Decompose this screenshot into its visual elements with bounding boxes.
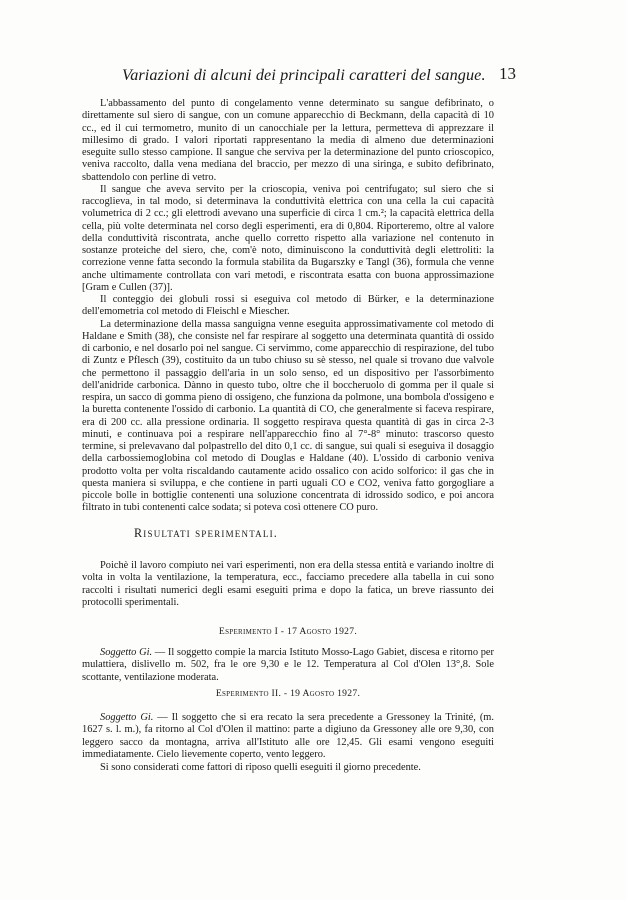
experiment-2-note: Si sono considerati come fattori di riposo quelli eseguiti il giorno precedente. (100, 761, 421, 773)
subject-label: Soggetto Gi. (100, 647, 153, 658)
methods-text (82, 98, 494, 515)
paragraph-conductivity: Il sangue che aveva servito per la crioscopia, veniva poi centrifugato; sul siero che si raccoglieva, in tal modo, si determinava la conduttività elettrica con una cella la cui capacità volumetrica di 2 cc.; gli elettrodi avevano una superficie di circa 1 cm.²; la capacità elettrica della cella, più volte determinata nel corso degli esperimenti, era di 0,804. Riporteremo, oltre al valore della conduttività riscontrata, anche quello corretto rispetto alla variazione nel contenuto in sostanze proteiche del siero, che, com'è noto, diminuiscono la conduttività degli elettroliti: la correzione venne fatta secondo la formula stabilita da Bugarszky e Tangl (36), formula che venne anche ultimamente controllata con vari metodi, e riscontrata esatta con buona approssimazione [Gram e Cullen (37)]. (82, 183, 494, 293)
experiment-2-paragraph (82, 712, 494, 762)
subject-label: Soggetto Gi. (100, 712, 154, 723)
intro-paragraph: Poichè il lavoro compiuto nei vari esperimenti, non era della stessa entità e variando inoltre di volta in volta la ventilazione, la temperatura, ecc., facciamo precedere alla tabella in cui sono raccolti i risultati numerici degli esami eseguiti prima e dopo la fatica, un breve riassunto dei protocolli sperimentali. (82, 560, 494, 609)
experiment-1-paragraph (82, 647, 494, 684)
experiment-2-text (82, 712, 494, 774)
page-header (108, 66, 518, 88)
experiment-1-text (82, 647, 494, 684)
running-title: Variazioni di alcuni dei principali caratteri del sangue. (122, 66, 486, 84)
results-intro (82, 560, 494, 610)
experiment-2-heading: Esperimento II. - 19 Agosto 1927. (215, 688, 361, 699)
experiment-2-body: — Il soggetto che si era recato la sera precedente a Gressoney la Trinité, (m. 1627 s. l. m.), fa ritorno al Col d'Olen il mattino: parte a digiuno da Gressoney alle ore 9,30, con leggero sacco da montagna, arriva all'Istituto alle ore 12,45. Gli esami vengono eseguiti immediatamente. Cielo lievemente coperto, vento leggero. (82, 712, 494, 761)
paragraph-red-cells: Il conteggio dei globuli rossi si eseguiva col metodo di Bürker, e la determinazione dell'emometria col metodo di Fleischl e Miescher. (82, 294, 494, 318)
page-number: 13 (499, 64, 516, 83)
paragraph-blood-mass: La determinazione della massa sanguigna venne eseguita approssimativamente col metodo di Haldane e Smith (38), che consiste nel far respirare al soggetto una determinata quantità di ossido di carbonio, e nel dosarlo poi nel sangue. Ci servimmo, come apparecchio di respirazione, del tubo di Zuntz e Pflesch (39), costituito da un tubo chiuso su sè stesso, nel quale si trovano due valvole che permettono il passaggio dell'aria in un solo senso, ed un dispositivo per l'assorbimento dell'anidride carbonica. Dànno in questo tubo, oltre che il boccheruolo di gomma per il quale si respira, un sacco di gomma pieno di ossigeno, che funziona da polmone, una bombola d'ossigeno e la buretta contenente l'ossido di carbonio. La quantità di CO, che generalmente si faceva respirare, era di 200 cc. alla pressione ordinaria. Il soggetto respirava questa quantità di gas in circa 2-3 minuti, e continuava poi a respirare nell'apparecchio fino al 7°-8° minuto: trascorso questo termine, si prelevavano dal polpastrello del dito 0,1 cc. di sangue, sui quali si eseguiva il dosaggio della carbossiemoglobina col metodo di Douglas e Haldane (40). L'ossido di carbonio veniva prodotto volta per volta riscaldando cautamente acido ossalico con acido solforico: il gas che in questa maniera si sviluppa, e che contiene in parti uguali CO e CO2, veniva fatto gorgogliare a piccole bolle in bottiglie contenenti una soluzione concentrata di idrossido sodico, e poi ancora filtrato in tubi contenenti calce sodata; si poteva così ottenere CO puro. (82, 318, 494, 514)
section-title: Risultati sperimentali. (133, 526, 279, 540)
experiment-1-heading: Esperimento I - 17 Agosto 1927. (218, 626, 358, 637)
paragraph-freezing-point: L'abbassamento del punto di congelamento venne determinato su sangue defibrinato, o direttamente sul siero di sangue, con un comune apparecchio di Beckmann, della capacità di 10 cc., ed il cui termometro, munito di un canocchiale per la lettura, permetteva di apprezzare il millesimo di grado. I valori riportati rappresentano la media di almeno due determinazioni eseguite sullo stesso campione. Il sangue che serviva per la determinazione del punto crioscopico, veniva raccolto, dalla vena mediana del braccio, per mezzo di una siringa, e subito defibrinato, sbattendolo con perline di vetro. (82, 98, 494, 183)
experiment-1-body: — Il soggetto compie la marcia Istituto Mosso-Lago Gabiet, discesa e ritorno per mulattiera, dislivello m. 502, fra le ore 9,30 e le 12. Temperatura al Col d'Olen 13°,8. Sole scottante, ventilazione moderata. (82, 647, 494, 683)
